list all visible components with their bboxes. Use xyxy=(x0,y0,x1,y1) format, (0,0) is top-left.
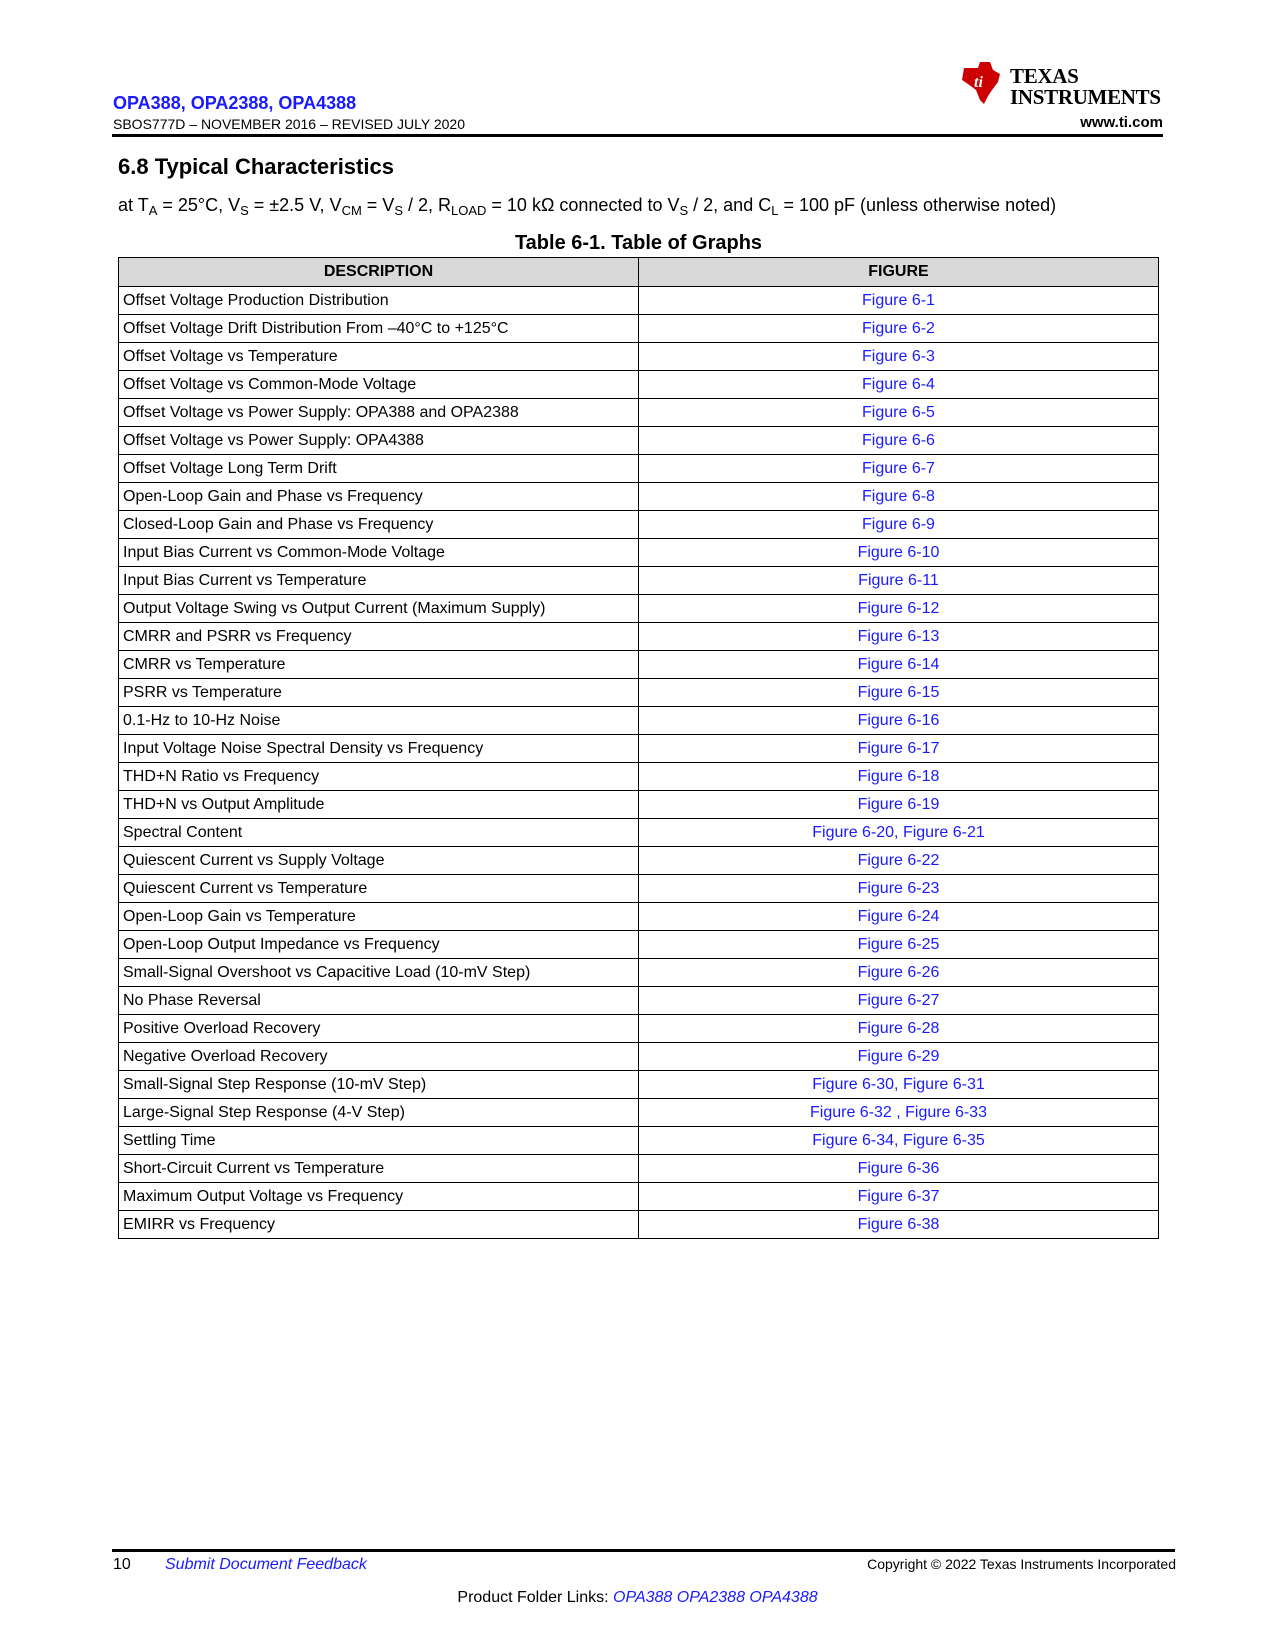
row-description: Offset Voltage Production Distribution xyxy=(119,287,639,315)
table-caption: Table 6-1. Table of Graphs xyxy=(514,232,763,254)
row-description: PSRR vs Temperature xyxy=(119,679,639,707)
table-header-row xyxy=(119,258,1159,287)
row-description: Quiescent Current vs Supply Voltage xyxy=(119,847,639,875)
row-description: 0.1-Hz to 10-Hz Noise xyxy=(119,707,639,735)
table-row xyxy=(119,1183,1159,1211)
row-description: Offset Voltage vs Power Supply: OPA388 and OPA2388 xyxy=(119,399,639,427)
footer-rule xyxy=(112,1549,1175,1552)
row-figure-link[interactable]: Figure 6-22 xyxy=(639,847,1159,875)
cond-text: = 100 pF (unless otherwise noted) xyxy=(778,195,1057,215)
table-row xyxy=(119,539,1159,567)
row-description: No Phase Reversal xyxy=(119,987,639,1015)
cond-text: = V xyxy=(361,195,395,215)
row-figure-link[interactable]: Figure 6-36 xyxy=(639,1155,1159,1183)
row-figure-link[interactable]: Figure 6-18 xyxy=(639,763,1159,791)
table-row xyxy=(119,1099,1159,1127)
row-description: Input Voltage Noise Spectral Density vs Frequency xyxy=(119,735,639,763)
row-description: Output Voltage Swing vs Output Current (Maximum Supply) xyxy=(119,595,639,623)
row-description: EMIRR vs Frequency xyxy=(119,1211,639,1239)
row-description: Quiescent Current vs Temperature xyxy=(119,875,639,903)
table-row xyxy=(119,1127,1159,1155)
cond-text: / 2, and C xyxy=(688,195,772,215)
row-description: Open-Loop Gain and Phase vs Frequency xyxy=(119,483,639,511)
row-description: Offset Voltage Drift Distribution From –40°C to +125°C xyxy=(119,315,639,343)
header-description: DESCRIPTION xyxy=(119,258,639,287)
table-row xyxy=(119,287,1159,315)
row-description: CMRR and PSRR vs Frequency xyxy=(119,623,639,651)
row-description: Closed-Loop Gain and Phase vs Frequency xyxy=(119,511,639,539)
row-description: Open-Loop Output Impedance vs Frequency xyxy=(119,931,639,959)
row-figure-link[interactable]: Figure 6-27 xyxy=(639,987,1159,1015)
cond-sub: S xyxy=(679,203,689,218)
table-row xyxy=(119,343,1159,371)
graphs-table xyxy=(118,257,1159,1239)
cond-text: = 10 kΩ connected to V xyxy=(486,195,680,215)
header-part-numbers[interactable]: OPA388, OPA2388, OPA4388 xyxy=(113,93,357,113)
cond-text: = ±2.5 V, V xyxy=(248,195,342,215)
row-figure-link[interactable]: Figure 6-30, Figure 6-31 xyxy=(639,1071,1159,1099)
table-row xyxy=(119,455,1159,483)
table-row xyxy=(119,399,1159,427)
row-description: Negative Overload Recovery xyxy=(119,1043,639,1071)
submit-feedback-link[interactable]: Submit Document Feedback xyxy=(165,1556,367,1573)
row-description: Input Bias Current vs Temperature xyxy=(119,567,639,595)
table-row xyxy=(119,987,1159,1015)
table-row xyxy=(119,679,1159,707)
row-description: CMRR vs Temperature xyxy=(119,651,639,679)
table-row xyxy=(119,511,1159,539)
cond-text: = 25°C, V xyxy=(157,195,241,215)
table-row xyxy=(119,427,1159,455)
row-figure-link[interactable]: Figure 6-8 xyxy=(639,483,1159,511)
table-row xyxy=(119,595,1159,623)
row-figure-link[interactable]: Figure 6-19 xyxy=(639,791,1159,819)
cond-sub: L xyxy=(771,203,779,218)
svg-text:ti: ti xyxy=(974,74,983,91)
row-description: Small-Signal Overshoot vs Capacitive Load (10-mV Step) xyxy=(119,959,639,987)
page-number: 10 xyxy=(113,1556,131,1573)
row-description: Maximum Output Voltage vs Frequency xyxy=(119,1183,639,1211)
row-description: Settling Time xyxy=(119,1127,639,1155)
row-description: Large-Signal Step Response (4-V Step) xyxy=(119,1099,639,1127)
cond-sub: LOAD xyxy=(451,203,487,218)
row-figure-link[interactable]: Figure 6-6 xyxy=(639,427,1159,455)
table-row xyxy=(119,875,1159,903)
table-row xyxy=(119,315,1159,343)
header-doc-revision: SBOS777D – NOVEMBER 2016 – REVISED JULY 2020 xyxy=(113,116,465,132)
table-row xyxy=(119,707,1159,735)
table-row xyxy=(119,819,1159,847)
cond-sub: S xyxy=(394,203,403,218)
row-figure-link[interactable]: Figure 6-14 xyxy=(639,651,1159,679)
table-row xyxy=(119,371,1159,399)
table-row xyxy=(119,567,1159,595)
row-description: Input Bias Current vs Common-Mode Voltage xyxy=(119,539,639,567)
table-row xyxy=(119,1015,1159,1043)
row-figure-link[interactable]: Figure 6-26 xyxy=(639,959,1159,987)
ti-logo-wordmark xyxy=(1010,66,1161,108)
row-description: THD+N Ratio vs Frequency xyxy=(119,763,639,791)
cond-sub: CM xyxy=(341,203,362,218)
table-row xyxy=(119,651,1159,679)
row-figure-link[interactable]: Figure 6-17 xyxy=(639,735,1159,763)
table-row xyxy=(119,847,1159,875)
row-figure-link[interactable]: Figure 6-5 xyxy=(639,399,1159,427)
row-figure-link[interactable]: Figure 6-20, Figure 6-21 xyxy=(639,819,1159,847)
cond-text: / 2, R xyxy=(402,195,451,215)
row-figure-link[interactable]: Figure 6-38 xyxy=(639,1211,1159,1239)
table-row xyxy=(119,763,1159,791)
table-row xyxy=(119,791,1159,819)
row-figure-link[interactable]: Figure 6-9 xyxy=(639,511,1159,539)
row-figure-link[interactable]: Figure 6-15 xyxy=(639,679,1159,707)
row-description: Short-Circuit Current vs Temperature xyxy=(119,1155,639,1183)
row-figure-link[interactable]: Figure 6-7 xyxy=(639,455,1159,483)
table-row xyxy=(119,903,1159,931)
table-row xyxy=(119,1211,1159,1239)
row-description: Offset Voltage vs Power Supply: OPA4388 xyxy=(119,427,639,455)
cond-sub: S xyxy=(240,203,249,218)
table-row xyxy=(119,735,1159,763)
row-figure-link[interactable]: Figure 6-4 xyxy=(639,371,1159,399)
logo-line-texas: TEXAS xyxy=(1010,64,1079,88)
section-title: 6.8 Typical Characteristics xyxy=(118,154,394,179)
row-description: Offset Voltage vs Temperature xyxy=(119,343,639,371)
row-figure-link[interactable]: Figure 6-2 xyxy=(639,315,1159,343)
row-description: Offset Voltage vs Common-Mode Voltage xyxy=(119,371,639,399)
copyright-notice: Copyright © 2022 Texas Instruments Incorporated xyxy=(867,1556,1176,1572)
table-row xyxy=(119,1043,1159,1071)
row-figure-link[interactable]: Figure 6-32 , Figure 6-33 xyxy=(639,1099,1159,1127)
row-description: Open-Loop Gain vs Temperature xyxy=(119,903,639,931)
test-conditions xyxy=(118,195,1056,216)
row-figure-link[interactable]: Figure 6-25 xyxy=(639,931,1159,959)
row-figure-link[interactable]: Figure 6-24 xyxy=(639,903,1159,931)
row-figure-link[interactable]: Figure 6-13 xyxy=(639,623,1159,651)
header-rule xyxy=(112,134,1163,137)
table-row xyxy=(119,623,1159,651)
cond-sub: A xyxy=(148,203,158,218)
table-row xyxy=(119,483,1159,511)
folder-parts-link[interactable]: OPA388 OPA2388 OPA4388 xyxy=(613,1589,818,1606)
cond-text: at T xyxy=(118,195,149,215)
row-description: Positive Overload Recovery xyxy=(119,1015,639,1043)
table-row xyxy=(119,1071,1159,1099)
row-figure-link[interactable]: Figure 6-12 xyxy=(639,595,1159,623)
header-website[interactable]: www.ti.com xyxy=(1080,114,1163,131)
row-figure-link[interactable]: Figure 6-23 xyxy=(639,875,1159,903)
row-figure-link[interactable]: Figure 6-28 xyxy=(639,1015,1159,1043)
product-folder-links xyxy=(0,1589,1275,1607)
table-row xyxy=(119,1155,1159,1183)
table-row xyxy=(119,931,1159,959)
row-description: Offset Voltage Long Term Drift xyxy=(119,455,639,483)
row-description: Spectral Content xyxy=(119,819,639,847)
row-figure-link[interactable]: Figure 6-37 xyxy=(639,1183,1159,1211)
row-figure-link[interactable]: Figure 6-10 xyxy=(639,539,1159,567)
logo-line-instruments: INSTRUMENTS xyxy=(1010,85,1161,109)
row-figure-link[interactable]: Figure 6-16 xyxy=(639,707,1159,735)
row-figure-link[interactable]: Figure 6-34, Figure 6-35 xyxy=(639,1127,1159,1155)
table-row xyxy=(119,959,1159,987)
table-body xyxy=(119,287,1159,1239)
row-figure-link[interactable]: Figure 6-3 xyxy=(639,343,1159,371)
row-figure-link[interactable]: Figure 6-29 xyxy=(639,1043,1159,1071)
row-figure-link[interactable]: Figure 6-1 xyxy=(639,287,1159,315)
row-description: Small-Signal Step Response (10-mV Step) xyxy=(119,1071,639,1099)
row-description: THD+N vs Output Amplitude xyxy=(119,791,639,819)
header-figure: FIGURE xyxy=(639,258,1159,287)
row-figure-link[interactable]: Figure 6-11 xyxy=(639,567,1159,595)
folder-label: Product Folder Links: xyxy=(457,1589,609,1606)
